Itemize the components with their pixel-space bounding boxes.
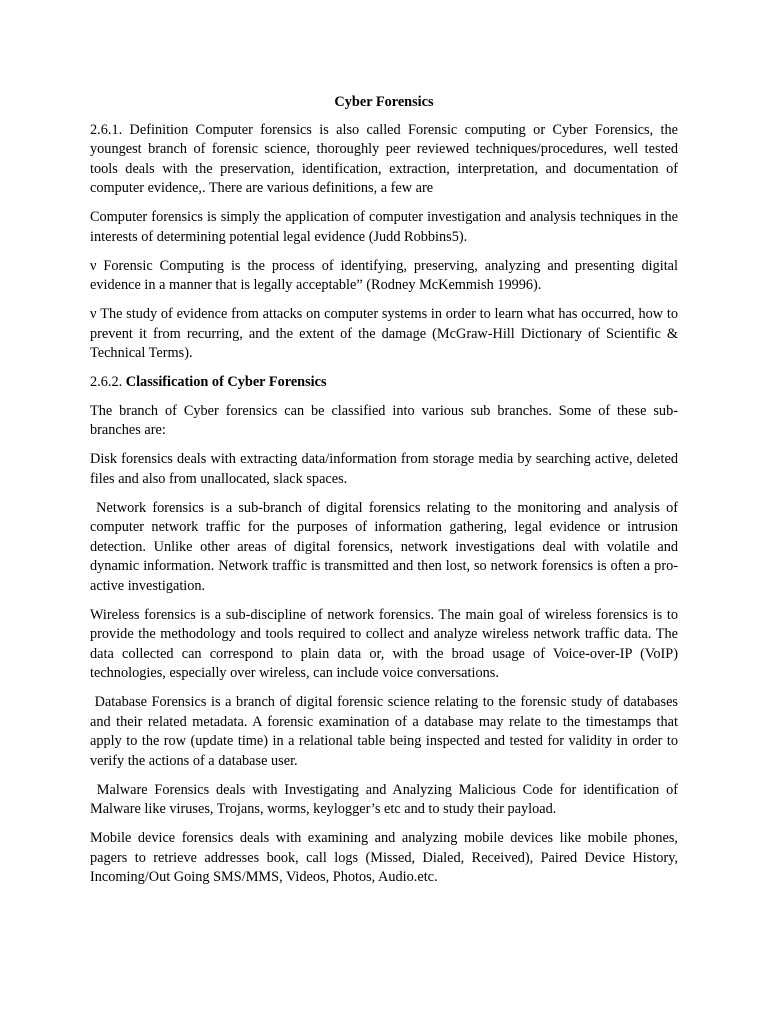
definition-robbins-paragraph: Computer forensics is simply the application of computer investigation and analysis techniques in the interests of determining potential legal evidence (Judd Robbins5).: [90, 209, 678, 245]
network-forensics-paragraph: Network forensics is a sub-branch of digital forensics relating to the monitoring and analysis of computer network traffic for the purposes of information gathering, legal evidence or intrusion detection. Unlike other areas of digital forensics, network investigations deal with volatile and dynamic information. Network traffic is transmitted and then lost, so network forensics is often a pro-active investigation.: [90, 499, 682, 594]
document-page: [90, 93, 682, 897]
definition-mckemmish-paragraph: ν Forensic Computing is the process of identifying, preserving, analyzing and presenting digital evidence in a manner that is legally acceptable” (Rodney McKemmish 19996).: [90, 257, 678, 293]
definition-paragraph: 2.6.1. Definition Computer forensics is also called Forensic computing or Cyber Forensics, the youngest branch of forensic science, thoroughly peer reviewed techniques/procedures, well tested tools deals with the preservation, identification, extraction, interpretation, and documentation of computer evidence,. There are various definitions, a few are: [90, 121, 678, 196]
malware-forensics-paragraph: Malware Forensics deals with Investigating and Analyzing Malicious Code for identification of Malware like viruses, Trojans, worms, keylogger’s etc and to study their payload.: [90, 781, 682, 817]
section-heading-text: Classification of Cyber Forensics: [125, 374, 327, 390]
section-heading-number: 2.6.2.: [90, 374, 126, 390]
wireless-forensics-paragraph: Wireless forensics is a sub-discipline of network forensics. The main goal of wireless forensics is to provide the methodology and tools required to collect and analyze wireless network traffic data. The data collected can correspond to plain data or, with the broad usage of Voice-over-IP (VoIP) technologies, especially over wireless, can include voice conversations.: [90, 606, 678, 681]
document-title: Cyber Forensics: [334, 94, 434, 110]
mobile-forensics-paragraph: Mobile device forensics deals with examining and analyzing mobile devices like mobile phones, pagers to retrieve addresses book, call logs (Missed, Dialed, Received), Paired Device History, Incoming/Out Going SMS/MMS, Videos, Photos, Audio.etc.: [90, 830, 678, 885]
database-forensics-paragraph: Database Forensics is a branch of digital forensic science relating to the forensic study of databases and their related metadata. A forensic examination of a database may relate to the timestamps that apply to the row (update time) in a relational table being inspected and tested for validity in order to verify the actions of a database user.: [90, 694, 682, 769]
definition-mcgraw-hill-paragraph: ν The study of evidence from attacks on computer systems in order to learn what has occurred, how to prevent it from recurring, and the extent of the damage (McGraw-Hill Dictionary of Scientific & Technical Terms).: [90, 306, 678, 361]
disk-forensics-paragraph: Disk forensics deals with extracting data/information from storage media by searching active, deleted files and also from unallocated, slack spaces.: [90, 451, 678, 487]
classification-intro-paragraph: The branch of Cyber forensics can be classified into various sub branches. Some of these sub-branches are:: [90, 402, 678, 438]
section-heading: [90, 373, 678, 393]
